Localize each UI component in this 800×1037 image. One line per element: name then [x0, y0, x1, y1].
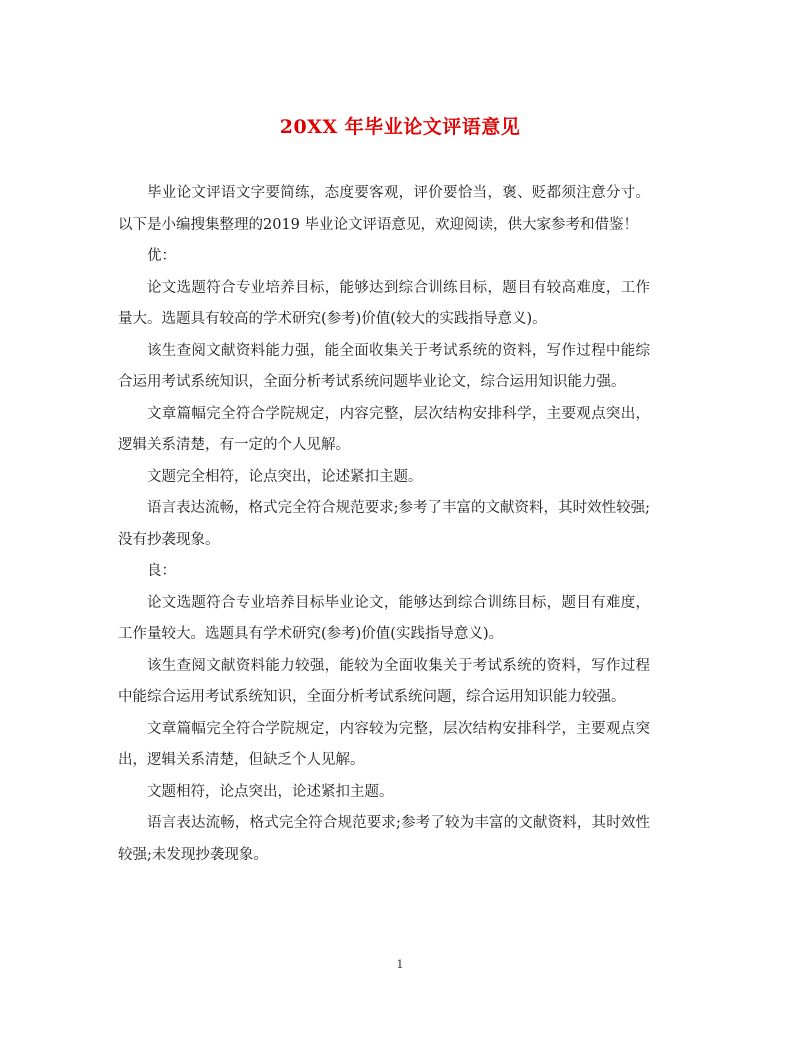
paragraph: 文题相符，论点突出，论述紧扣主题。 — [147, 783, 394, 800]
paragraph: 文章篇幅完全符合学院规定，内容完整，层次结构安排科学，主要观点突出，逻辑关系清楚，有一定的个人见解。 — [118, 405, 650, 453]
paragraph: 该生查阅文献资料能力较强，能较为全面收集关于考试系统的资料，写作过程中能综合运用考试系统知识，全面分析考试系统问题，综合运用知识能力较强。 — [118, 657, 650, 705]
heading-excellent: 优： — [147, 248, 176, 264]
document-title: 20XX 年毕业论文评语意见 — [279, 116, 521, 138]
paragraph-intro: 毕业论文评语文字要简练，态度要客观，评价要恰当，褒、贬都须注意分寸。以下是小编搜集整理的2019 毕业论文评语意见，欢迎阅读，供大家参考和借鉴！ — [118, 185, 650, 233]
paragraph: 语言表达流畅，格式完全符合规范要求;参考了丰富的文献资料，其时效性较强;没有抄袭现象。 — [118, 500, 650, 548]
paragraph: 论文选题符合专业培养目标，能够达到综合训练目标，题目有较高难度，工作量大。选题具有较高的学术研究(参考)价值(较大的实践指导意义)。 — [118, 279, 650, 327]
paragraph: 论文选题符合专业培养目标毕业论文，能够达到综合训练目标，题目有难度，工作量较大。选题具有学术研究(参考)价值(实践指导意义)。 — [118, 594, 650, 642]
paragraph: 文题完全相符，论点突出，论述紧扣主题。 — [147, 468, 423, 485]
document-body — [118, 178, 650, 871]
paragraph: 该生查阅文献资料能力强，能全面收集关于考试系统的资料，写作过程中能综合运用考试系统知识，全面分析考试系统问题毕业论文，综合运用知识能力强。 — [118, 342, 650, 390]
page-number: 1 — [396, 958, 404, 971]
heading-good: 良： — [147, 563, 176, 579]
paragraph: 语言表达流畅，格式完全符合规范要求;参考了较为丰富的文献资料，其时效性较强;未发现抄袭现象。 — [118, 815, 650, 863]
paragraph: 文章篇幅完全符合学院规定，内容较为完整，层次结构安排科学，主要观点突出，逻辑关系清楚，但缺乏个人见解。 — [118, 720, 650, 768]
